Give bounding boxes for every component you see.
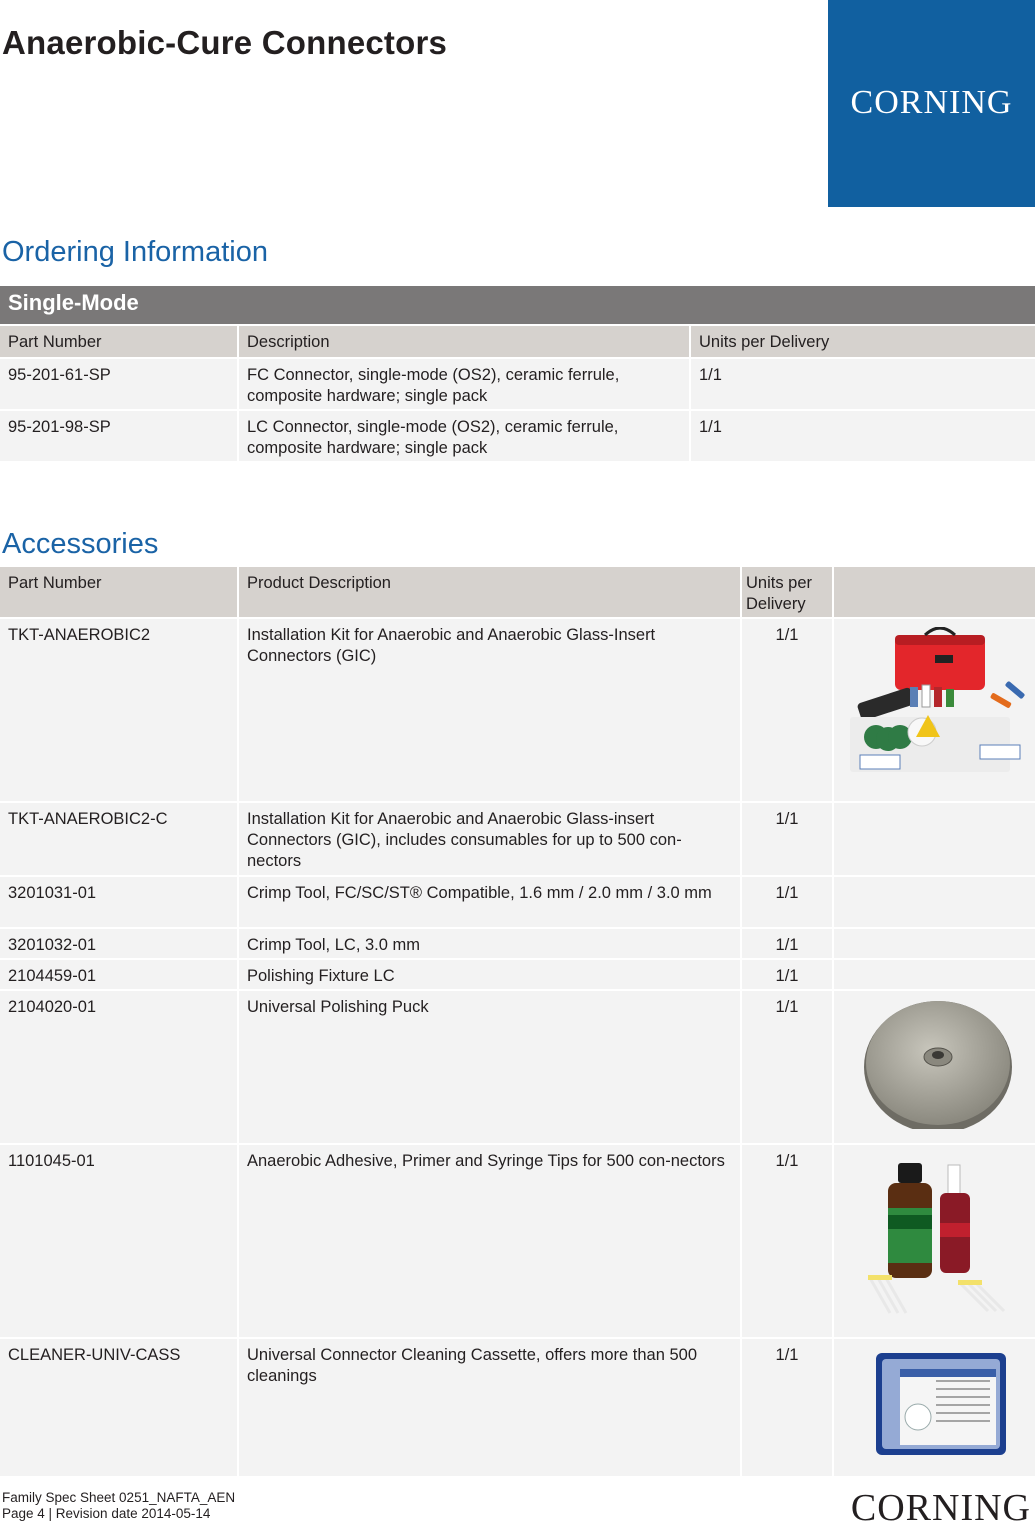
description-cell: LC Connector, single-mode (OS2), ceramic ferrule, composite hardware; single pack: [239, 411, 689, 461]
corning-logo-text: CORNING: [850, 84, 1013, 121]
col-units-per-delivery: Units per Delivery: [691, 326, 1035, 357]
adhesive-primer-image: [834, 1145, 1035, 1337]
polishing-puck-icon: [840, 999, 1035, 1129]
units-cell: 1/1: [691, 359, 1035, 409]
table-row: [0, 1339, 1035, 1476]
table-row: [0, 1145, 1035, 1337]
description-cell: Installation Kit for Anaerobic and Anaerobic Glass-insert Connectors (GIC), includes consumables for up to 500 con-nectors: [239, 803, 740, 875]
footer-corning-logo: CORNING: [850, 1487, 1031, 1527]
cleaning-cassette-icon: [840, 1347, 1035, 1462]
footer-info: [2, 1490, 235, 1522]
col-image: [834, 567, 1035, 617]
part-number-cell: 95-201-98-SP: [0, 411, 237, 461]
table-row: [0, 991, 1035, 1143]
units-cell: 1/1: [742, 929, 832, 958]
part-number-cell: TKT-ANAEROBIC2: [0, 619, 237, 801]
col-product-description: Product Description: [239, 567, 740, 617]
table-row: [0, 359, 1035, 409]
polishing-puck-image: [834, 991, 1035, 1143]
accessories-heading: Accessories: [2, 528, 159, 560]
units-cell: 1/1: [742, 991, 832, 1143]
part-number-cell: CLEANER-UNIV-CASS: [0, 1339, 237, 1476]
image-cell: [834, 803, 1035, 875]
col-part-number: Part Number: [0, 567, 237, 617]
units-cell: 1/1: [742, 619, 832, 801]
description-cell: Universal Polishing Puck: [239, 991, 740, 1143]
accessories-table: [0, 565, 1035, 1478]
part-number-cell: 95-201-61-SP: [0, 359, 237, 409]
description-cell: Installation Kit for Anaerobic and Anaerobic Glass-Insert Connectors (GIC): [239, 619, 740, 801]
units-cell: 1/1: [742, 1339, 832, 1476]
part-number-cell: 1101045-01: [0, 1145, 237, 1337]
adhesive-primer-icon: [840, 1153, 1035, 1323]
description-cell: Polishing Fixture LC: [239, 960, 740, 989]
page-title: Anaerobic-Cure Connectors: [2, 24, 448, 61]
table-row: [0, 619, 1035, 801]
col-units-per-delivery: Units per Delivery: [742, 567, 832, 617]
col-part-number: Part Number: [0, 326, 237, 357]
description-cell: Universal Connector Cleaning Cassette, offers more than 500 cleanings: [239, 1339, 740, 1476]
installation-kit-icon: [840, 627, 1035, 787]
description-cell: FC Connector, single-mode (OS2), ceramic ferrule, composite hardware; single pack: [239, 359, 689, 409]
corning-logo-block: [828, 0, 1035, 207]
part-number-cell: 2104459-01: [0, 960, 237, 989]
units-cell: 1/1: [742, 877, 832, 927]
description-cell: Anaerobic Adhesive, Primer and Syringe Tips for 500 con-nectors: [239, 1145, 740, 1337]
image-cell: [834, 929, 1035, 958]
units-cell: 1/1: [742, 1145, 832, 1337]
description-cell: Crimp Tool, LC, 3.0 mm: [239, 929, 740, 958]
part-number-cell: 3201032-01: [0, 929, 237, 958]
description-cell: Crimp Tool, FC/SC/ST® Compatible, 1.6 mm / 2.0 mm / 3.0 mm: [239, 877, 740, 927]
footer-page-revision: Page 4 | Revision date 2014-05-14: [2, 1506, 211, 1521]
table-row: [0, 877, 1035, 927]
ordering-information-heading: Ordering Information: [2, 236, 268, 268]
image-cell: [834, 960, 1035, 989]
single-mode-band: Single-Mode: [0, 286, 1035, 324]
part-number-cell: TKT-ANAEROBIC2-C: [0, 803, 237, 875]
table-row: [0, 803, 1035, 875]
footer-spec-sheet: Family Spec Sheet 0251_NAFTA_AEN: [2, 1490, 236, 1505]
table-row: [0, 960, 1035, 989]
units-cell: 1/1: [691, 411, 1035, 461]
units-cell: 1/1: [742, 960, 832, 989]
table-row: [0, 411, 1035, 461]
installation-kit-image: [834, 619, 1035, 801]
image-cell: [834, 877, 1035, 927]
units-cell: 1/1: [742, 803, 832, 875]
col-description: Description: [239, 326, 689, 357]
part-number-cell: 3201031-01: [0, 877, 237, 927]
cleaning-cassette-image: [834, 1339, 1035, 1476]
table-row: [0, 929, 1035, 958]
part-number-cell: 2104020-01: [0, 991, 237, 1143]
single-mode-table: [0, 284, 1035, 463]
